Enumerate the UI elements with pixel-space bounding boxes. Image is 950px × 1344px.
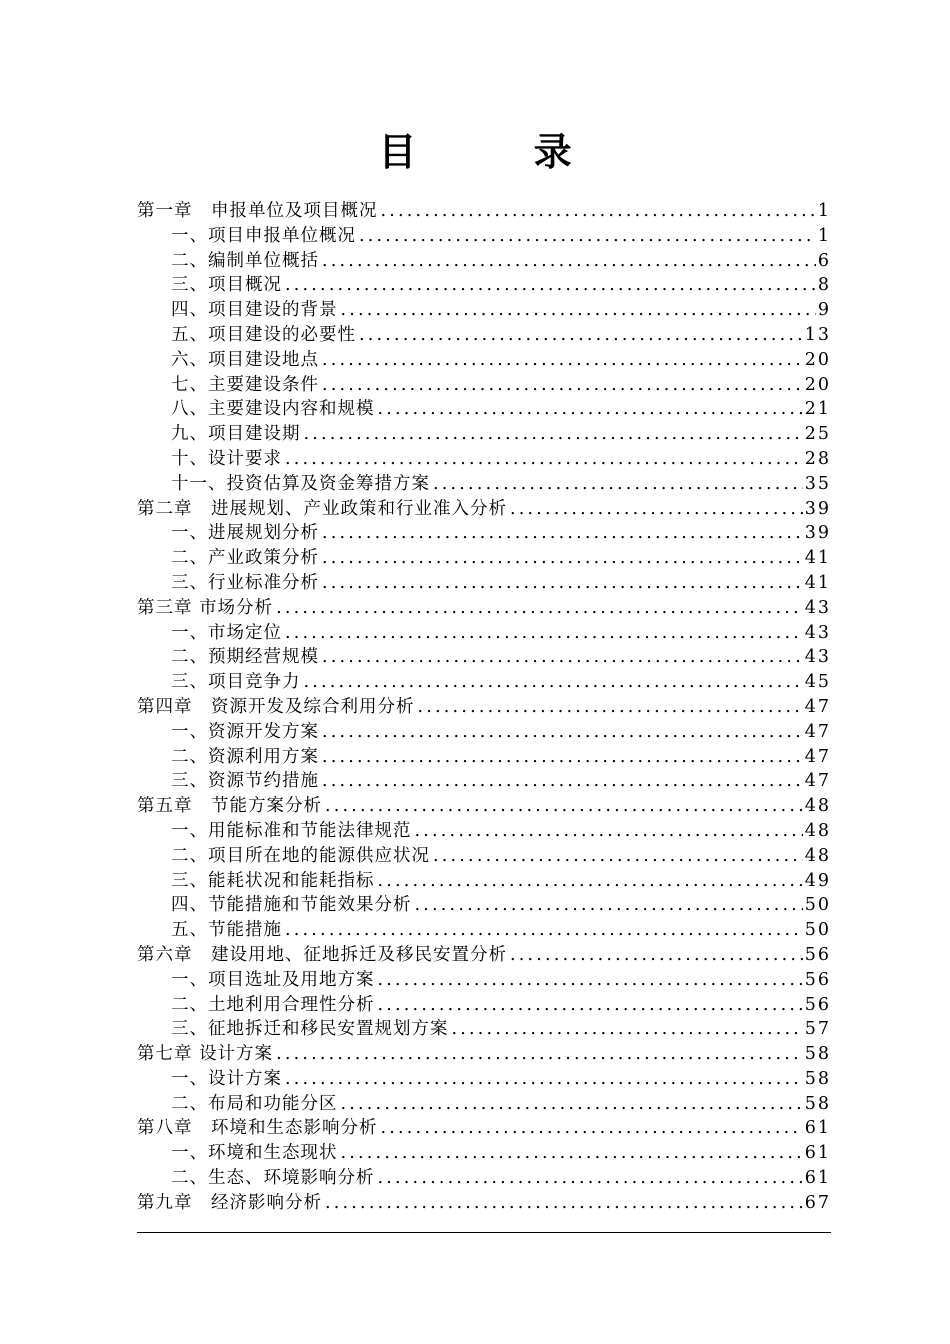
toc-page-number: 47 bbox=[804, 696, 831, 717]
toc-dot-leader bbox=[510, 497, 803, 522]
toc-entry-title: 四、项目建设的背景 bbox=[171, 300, 338, 321]
toc-dot-leader bbox=[415, 819, 803, 844]
toc-chapter-entry[interactable] bbox=[137, 695, 831, 720]
toc-chapter-entry[interactable] bbox=[137, 596, 831, 621]
toc-dot-leader bbox=[285, 447, 803, 472]
toc-chapter-entry[interactable] bbox=[137, 1042, 831, 1067]
toc-section-entry[interactable] bbox=[137, 249, 831, 274]
toc-page-number: 9 bbox=[817, 300, 831, 321]
toc-page-number: 58 bbox=[804, 1068, 831, 1089]
toc-section-entry[interactable] bbox=[137, 397, 831, 422]
toc-entry-title: 第一章 申报单位及项目概况 bbox=[137, 201, 378, 221]
toc-dot-leader bbox=[510, 943, 803, 968]
toc-section-entry[interactable] bbox=[137, 571, 831, 596]
toc-entry-title: 第五章 节能方案分析 bbox=[137, 796, 322, 817]
toc-dot-leader bbox=[418, 695, 803, 720]
toc-page-number: 8 bbox=[817, 275, 831, 296]
toc-dot-leader bbox=[452, 1017, 803, 1042]
toc-page-number: 50 bbox=[804, 895, 831, 916]
toc-chapter-entry[interactable] bbox=[137, 497, 831, 522]
toc-dot-leader bbox=[304, 422, 803, 447]
toc-dot-leader bbox=[322, 521, 803, 546]
toc-chapter-entry[interactable] bbox=[137, 1116, 831, 1141]
toc-section-entry[interactable] bbox=[137, 373, 831, 398]
toc-section-entry[interactable] bbox=[137, 1092, 831, 1117]
toc-chapter-entry[interactable] bbox=[137, 943, 831, 968]
toc-entry-title: 一、环境和生态现状 bbox=[171, 1143, 338, 1164]
footer-divider bbox=[137, 1232, 831, 1233]
toc-entry-title: 二、预期经营规模 bbox=[171, 647, 319, 668]
toc-entry-title: 一、市场定位 bbox=[171, 622, 282, 643]
toc-entry-title: 一、用能标准和节能法律规范 bbox=[171, 820, 412, 841]
toc-entry-title: 十一、投资估算及资金筹措方案 bbox=[171, 473, 430, 494]
toc-entry-title: 一、项目申报单位概况 bbox=[171, 225, 356, 246]
toc-chapter-entry[interactable] bbox=[137, 1191, 831, 1216]
toc-section-entry[interactable] bbox=[137, 422, 831, 447]
toc-section-entry[interactable] bbox=[137, 1067, 831, 1092]
toc-entry-title: 三、项目概况 bbox=[171, 275, 282, 296]
toc-dot-leader bbox=[322, 348, 803, 373]
toc-dot-leader bbox=[322, 571, 803, 596]
toc-page-number: 48 bbox=[804, 845, 831, 866]
toc-entry-title: 二、项目所在地的能源供应状况 bbox=[171, 845, 430, 866]
toc-page-number: 25 bbox=[804, 424, 831, 445]
toc-entry-title: 一、设计方案 bbox=[171, 1068, 282, 1089]
toc-page-number: 47 bbox=[804, 771, 831, 792]
toc-page-number: 20 bbox=[804, 349, 831, 370]
toc-section-entry[interactable] bbox=[137, 869, 831, 894]
toc-dot-leader bbox=[276, 596, 803, 621]
toc-entry-title: 八、主要建设内容和规模 bbox=[171, 399, 375, 420]
toc-entry-title: 九、项目建设期 bbox=[171, 424, 301, 445]
toc-dot-leader bbox=[322, 720, 803, 745]
toc-page-number: 41 bbox=[804, 548, 831, 569]
toc-entry-title: 七、主要建设条件 bbox=[171, 374, 319, 395]
toc-dot-leader bbox=[322, 373, 803, 398]
toc-dot-leader bbox=[415, 893, 803, 918]
toc-entry-title: 第九章 经济影响分析 bbox=[137, 1192, 322, 1213]
toc-section-entry[interactable] bbox=[137, 745, 831, 770]
toc-page-number: 48 bbox=[804, 820, 831, 841]
toc-chapter-entry[interactable] bbox=[137, 794, 831, 819]
toc-page-number: 58 bbox=[804, 1093, 831, 1114]
toc-page-number: 56 bbox=[804, 944, 831, 965]
toc-page-number: 58 bbox=[804, 1044, 831, 1065]
toc-entry-title: 五、项目建设的必要性 bbox=[171, 324, 356, 345]
toc-dot-leader bbox=[285, 621, 803, 646]
toc-entry-title: 二、编制单位概括 bbox=[171, 250, 319, 271]
toc-section-entry[interactable] bbox=[137, 769, 831, 794]
toc-dot-leader bbox=[359, 323, 803, 348]
toc-dot-leader bbox=[341, 1092, 803, 1117]
toc-page-number: 39 bbox=[804, 498, 831, 519]
toc-dot-leader bbox=[378, 968, 803, 993]
toc-page-number: 1 bbox=[817, 201, 831, 221]
toc-dot-leader bbox=[433, 844, 803, 869]
toc-dot-leader bbox=[325, 794, 803, 819]
toc-dot-leader bbox=[285, 273, 816, 298]
toc-page-number: 48 bbox=[804, 796, 831, 817]
toc-entry-title: 第七章 设计方案 bbox=[137, 1044, 274, 1065]
toc-entry-title: 第六章 建设用地、征地拆迁及移民安置分析 bbox=[137, 944, 507, 965]
toc-dot-leader bbox=[285, 918, 803, 943]
toc-entry-title: 三、资源节约措施 bbox=[171, 771, 319, 792]
toc-chapter-entry[interactable] bbox=[137, 199, 831, 224]
toc-entry-title: 十、设计要求 bbox=[171, 448, 282, 469]
toc-section-entry[interactable] bbox=[137, 1141, 831, 1166]
toc-entry-title: 三、征地拆迁和移民安置规划方案 bbox=[171, 1019, 449, 1040]
toc-page-number: 35 bbox=[804, 473, 831, 494]
toc-dot-leader bbox=[381, 199, 816, 224]
toc-section-entry[interactable] bbox=[137, 621, 831, 646]
toc-dot-leader bbox=[322, 546, 803, 571]
toc-dot-leader bbox=[378, 397, 803, 422]
toc-page-number: 1 bbox=[817, 225, 831, 246]
toc-section-entry[interactable] bbox=[137, 323, 831, 348]
toc-entry-title: 二、生态、环境影响分析 bbox=[171, 1168, 375, 1189]
toc-section-entry[interactable] bbox=[137, 447, 831, 472]
toc-page-number: 43 bbox=[804, 647, 831, 668]
toc-dot-leader bbox=[325, 1191, 803, 1216]
toc-section-entry[interactable] bbox=[137, 273, 831, 298]
toc-page-number: 13 bbox=[804, 324, 831, 345]
toc-section-entry[interactable] bbox=[137, 1017, 831, 1042]
toc-entry-title: 一、资源开发方案 bbox=[171, 721, 319, 742]
toc-entry-title: 二、产业政策分析 bbox=[171, 548, 319, 569]
toc-section-entry[interactable] bbox=[137, 720, 831, 745]
toc-page-number: 45 bbox=[804, 672, 831, 693]
toc-dot-leader bbox=[304, 670, 803, 695]
toc-entry-title: 三、能耗状况和能耗指标 bbox=[171, 870, 375, 891]
toc-entry-title: 三、行业标准分析 bbox=[171, 572, 319, 593]
toc-dot-leader bbox=[378, 993, 803, 1018]
toc-page-number: 28 bbox=[804, 448, 831, 469]
toc-section-entry[interactable] bbox=[137, 521, 831, 546]
toc-section-entry[interactable] bbox=[137, 645, 831, 670]
toc-entry-title: 三、项目竞争力 bbox=[171, 672, 301, 693]
toc-page-number: 50 bbox=[804, 920, 831, 941]
toc-entry-title: 第四章 资源开发及综合利用分析 bbox=[137, 696, 415, 717]
toc-dot-leader bbox=[322, 249, 816, 274]
toc-page-number: 67 bbox=[804, 1192, 831, 1213]
toc-dot-leader bbox=[381, 1116, 803, 1141]
toc-page-number: 6 bbox=[817, 250, 831, 271]
toc-section-entry[interactable] bbox=[137, 348, 831, 373]
toc-section-entry[interactable] bbox=[137, 968, 831, 993]
toc-section-entry[interactable] bbox=[137, 819, 831, 844]
toc-page-number: 56 bbox=[804, 969, 831, 990]
toc-page-number: 20 bbox=[804, 374, 831, 395]
toc-page-number: 21 bbox=[804, 399, 831, 420]
toc-page-number: 61 bbox=[804, 1168, 831, 1189]
toc-entry-title: 六、项目建设地点 bbox=[171, 349, 319, 370]
toc-entry-title: 四、节能措施和节能效果分析 bbox=[171, 895, 412, 916]
page-title: 目 录 bbox=[378, 129, 624, 174]
toc-entry-title: 第八章 环境和生态影响分析 bbox=[137, 1118, 378, 1139]
toc-entry-title: 二、土地利用合理性分析 bbox=[171, 994, 375, 1015]
toc-page-number: 43 bbox=[804, 622, 831, 643]
toc-page-number: 56 bbox=[804, 994, 831, 1015]
toc-entry-title: 二、资源利用方案 bbox=[171, 746, 319, 767]
toc-section-entry[interactable] bbox=[137, 893, 831, 918]
toc-section-entry[interactable] bbox=[137, 472, 831, 497]
toc-dot-leader bbox=[285, 1067, 803, 1092]
toc-dot-leader bbox=[322, 769, 803, 794]
toc-section-entry[interactable] bbox=[137, 844, 831, 869]
toc-page-number: 61 bbox=[804, 1143, 831, 1164]
toc-page-number: 43 bbox=[804, 597, 831, 618]
toc-section-entry[interactable] bbox=[137, 224, 831, 249]
toc-page-number: 47 bbox=[804, 746, 831, 767]
toc-page-number: 49 bbox=[804, 870, 831, 891]
toc-section-entry[interactable] bbox=[137, 993, 831, 1018]
toc-section-entry[interactable] bbox=[137, 1166, 831, 1191]
toc-page-number: 61 bbox=[804, 1118, 831, 1139]
toc-dot-leader bbox=[276, 1042, 803, 1067]
toc-section-entry[interactable] bbox=[137, 546, 831, 571]
toc-entry-title: 第二章 进展规划、产业政策和行业准入分析 bbox=[137, 498, 507, 519]
toc-dot-leader bbox=[433, 472, 803, 497]
toc-dot-leader bbox=[322, 745, 803, 770]
toc-dot-leader bbox=[378, 1166, 803, 1191]
toc-entry-title: 一、项目选址及用地方案 bbox=[171, 969, 375, 990]
toc-section-entry[interactable] bbox=[137, 298, 831, 323]
toc-section-entry[interactable] bbox=[137, 670, 831, 695]
toc-entry-title: 二、布局和功能分区 bbox=[171, 1093, 338, 1114]
toc-dot-leader bbox=[378, 869, 803, 894]
toc-page-number: 47 bbox=[804, 721, 831, 742]
toc-dot-leader bbox=[341, 1141, 803, 1166]
toc-entry-title: 一、进展规划分析 bbox=[171, 523, 319, 544]
toc-dot-leader bbox=[341, 298, 816, 323]
toc-page-number: 39 bbox=[804, 523, 831, 544]
toc-entry-title: 五、节能措施 bbox=[171, 920, 282, 941]
toc-dot-leader bbox=[322, 645, 803, 670]
toc-page-number: 57 bbox=[804, 1019, 831, 1040]
toc-dot-leader bbox=[359, 224, 816, 249]
toc-page-number: 41 bbox=[804, 572, 831, 593]
table-of-contents bbox=[137, 199, 831, 1216]
toc-section-entry[interactable] bbox=[137, 918, 831, 943]
toc-entry-title: 第三章 市场分析 bbox=[137, 597, 274, 618]
